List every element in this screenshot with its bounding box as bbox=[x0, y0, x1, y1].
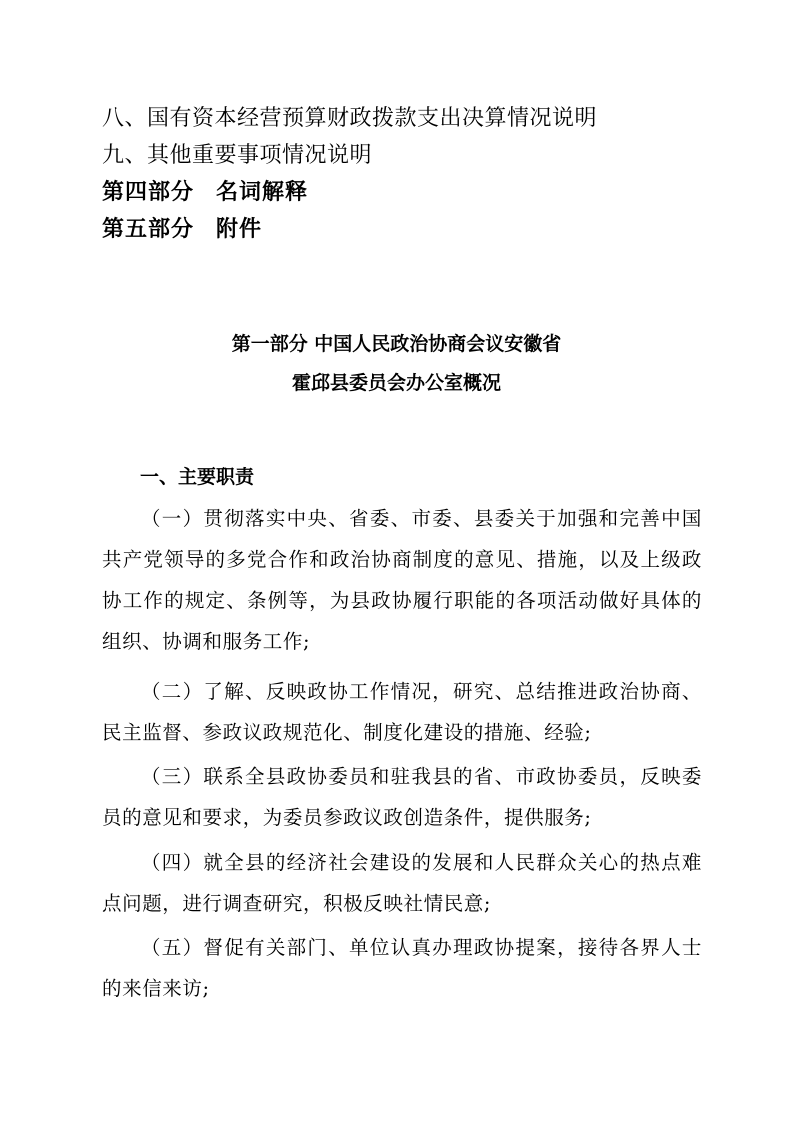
duty-paragraph-3: （三）联系全县政协委员和驻我县的省、市政协委员，反映委员的意见和要求，为委员参政议政创造条件，提供服务; bbox=[102, 765, 702, 829]
toc-item-9: 九、其他重要事项情况说明 bbox=[102, 143, 373, 168]
toc-part-4-label: 第四部分 bbox=[102, 179, 195, 205]
section-title-line-2: 霍邱县委员会办公室概况 bbox=[291, 372, 501, 394]
toc-part-5 bbox=[102, 214, 262, 244]
duty-paragraph-2: （二）了解、反映政协工作情况，研究、总结推进政治协商、民主监督、参政议政规范化、制度化建设的措施、经验; bbox=[102, 680, 702, 744]
toc-part-4 bbox=[102, 177, 308, 207]
section-title-line-1: 第一部分 中国人民政治协商会议安徽省 bbox=[231, 333, 562, 355]
duty-paragraph-1: （一）贯彻落实中央、省委、市委、县委关于加强和完善中国共产党领导的多党合作和政治协商制度的意见、措施，以及上级政协工作的规定、条例等，为县政协履行职能的各项活动做好具体的组织、协调和服务工作; bbox=[102, 507, 702, 653]
toc-part-4-title: 名词解释 bbox=[216, 179, 309, 205]
toc-part-5-title: 附件 bbox=[216, 216, 263, 242]
duty-paragraph-4: （四）就全县的经济社会建设的发展和人民群众关心的热点难点问题，进行调查研究，积极反映社情民意; bbox=[102, 851, 702, 915]
toc-part-5-label: 第五部分 bbox=[102, 216, 195, 242]
duty-paragraph-5: （五）督促有关部门、单位认真办理政协提案，接待各界人士的来信来访; bbox=[102, 936, 702, 1000]
section-heading: 一、主要职责 bbox=[140, 466, 255, 488]
toc-item-8: 八、国有资本经营预算财政拨款支出决算情况说明 bbox=[102, 106, 598, 131]
